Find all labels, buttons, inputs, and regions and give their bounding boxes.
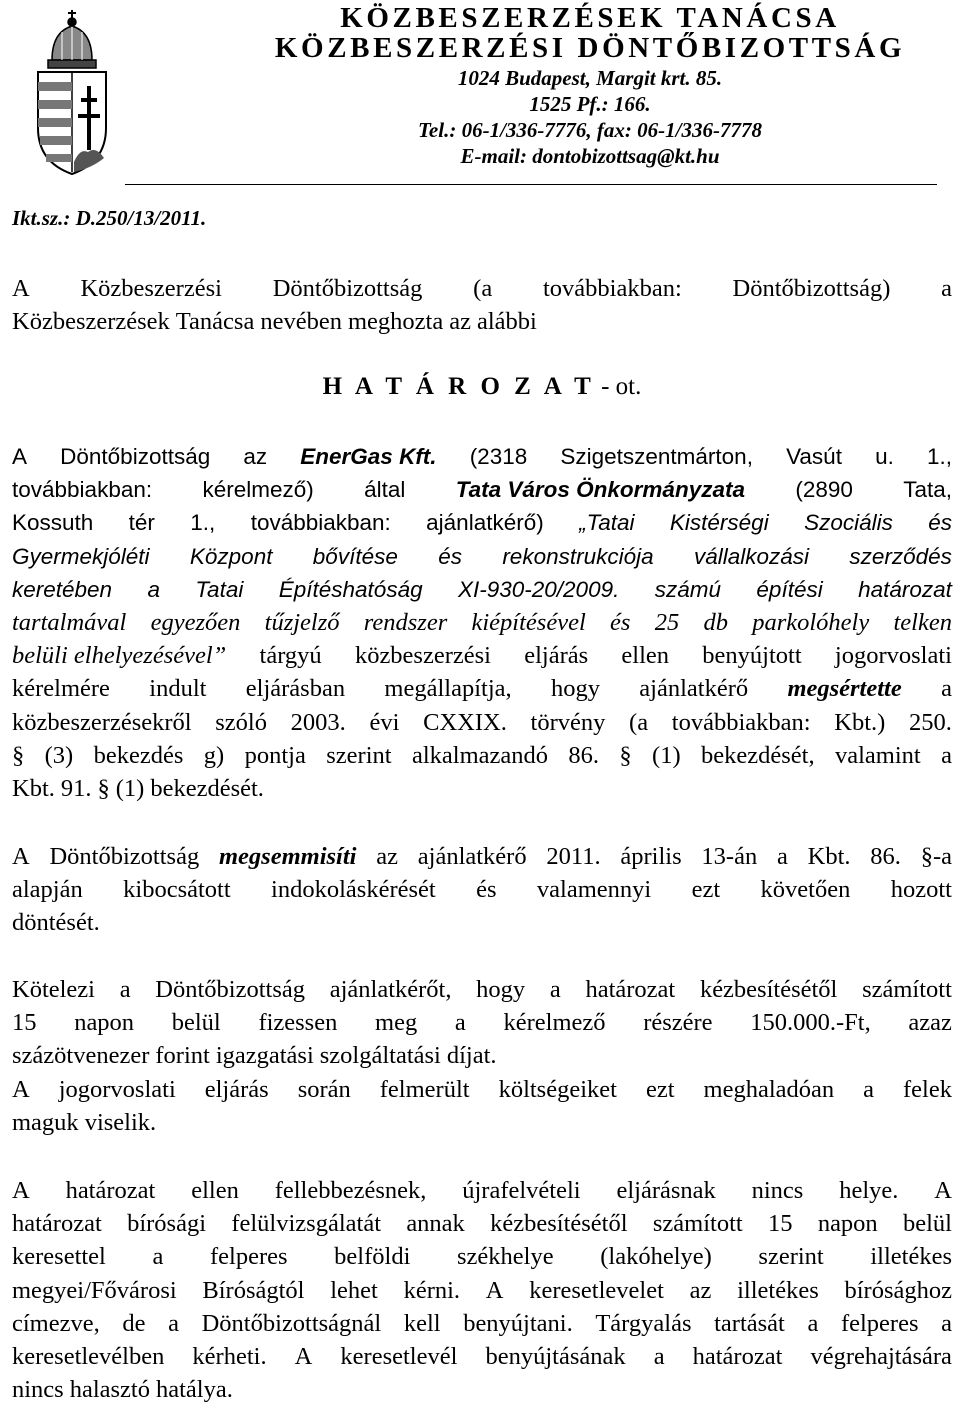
word: meghozta bbox=[347, 308, 444, 336]
word: által bbox=[364, 477, 406, 503]
word: §-a bbox=[920, 843, 952, 870]
word: határozat bbox=[585, 976, 676, 1003]
word: azaz bbox=[908, 1009, 952, 1037]
word: felperes bbox=[840, 1309, 919, 1337]
title-spaced: H A T Á R O Z A T bbox=[322, 373, 595, 400]
word: tartalmával bbox=[12, 608, 127, 636]
word: ajánlatkérőt, bbox=[329, 976, 452, 1003]
word: Tata, bbox=[903, 477, 952, 503]
word: a bbox=[807, 1309, 819, 1337]
intro-paragraph bbox=[12, 272, 952, 338]
word: kérelmező bbox=[503, 1009, 606, 1037]
word: eljárásban bbox=[245, 675, 346, 703]
word: A bbox=[12, 843, 30, 870]
phone-fax: Tel.: 06-1/336-7776, fax: 06-1/336-7778 bbox=[418, 118, 762, 142]
word: közbeszerzési bbox=[354, 642, 491, 670]
word: vállalkozási bbox=[693, 543, 810, 569]
word: továbbiakban: bbox=[671, 708, 811, 736]
word: illetékes bbox=[870, 1243, 952, 1271]
word: Építéshatóság bbox=[278, 576, 423, 602]
word: belül bbox=[903, 1210, 952, 1238]
word: számított bbox=[652, 1210, 743, 1238]
word: során bbox=[297, 1075, 351, 1103]
word: rendszer bbox=[363, 608, 448, 636]
word: újrafelvételi bbox=[462, 1177, 581, 1204]
word: rekonstrukciója bbox=[502, 543, 654, 569]
word: százötvenezer bbox=[12, 1042, 150, 1070]
word: kérni. bbox=[403, 1276, 461, 1304]
word: eljárásnak bbox=[616, 1177, 716, 1204]
word: a bbox=[776, 843, 788, 870]
word: nincs bbox=[751, 1177, 804, 1204]
word: bírósághoz bbox=[844, 1276, 952, 1304]
word: 25 bbox=[654, 608, 680, 636]
word: a bbox=[941, 675, 952, 703]
word: Döntőbizottság bbox=[272, 275, 423, 302]
word: benyújtásának bbox=[485, 1342, 626, 1370]
word: törvény bbox=[530, 708, 606, 736]
word: Közbeszerzések bbox=[12, 308, 170, 336]
word: hogy bbox=[550, 675, 600, 703]
word: Vasút bbox=[786, 444, 842, 469]
word: szerint bbox=[326, 741, 392, 769]
word: határozat bbox=[65, 1177, 156, 1204]
p1-line-9 bbox=[12, 706, 952, 739]
word: megsértette bbox=[787, 675, 902, 703]
word: megsemmisíti bbox=[218, 843, 357, 870]
p1-line-10 bbox=[12, 739, 952, 772]
word: Gyermekjóléti bbox=[12, 543, 150, 569]
word: indokoláskérését bbox=[271, 876, 436, 904]
p4-line-1 bbox=[12, 1174, 952, 1207]
address: 1024 Budapest, Margit krt. 85. bbox=[457, 66, 723, 90]
word: szerződés bbox=[849, 543, 952, 569]
p3-line-4 bbox=[12, 1073, 952, 1106]
header-divider bbox=[125, 184, 937, 185]
p2-line-2 bbox=[12, 873, 952, 906]
p1-line-6 bbox=[12, 606, 952, 639]
word: meghaladóan bbox=[703, 1075, 835, 1103]
word: § bbox=[12, 741, 25, 769]
title-suffix: - ot. bbox=[601, 373, 642, 400]
word: 2011. bbox=[546, 843, 601, 870]
p1-line-8 bbox=[12, 672, 952, 705]
p1-line-4 bbox=[12, 540, 952, 573]
p3-line-2 bbox=[12, 1006, 952, 1039]
word: számított bbox=[862, 976, 952, 1003]
word: parkolóhely bbox=[752, 608, 870, 636]
word: és bbox=[476, 876, 497, 904]
p1-line-1 bbox=[12, 440, 952, 473]
word: címezve, bbox=[12, 1309, 100, 1337]
word: határozat bbox=[858, 576, 952, 602]
word: alapján bbox=[12, 876, 83, 904]
word: g) bbox=[203, 741, 225, 769]
file-number: Ikt.sz.: D.250/13/2011. bbox=[12, 206, 207, 230]
word: Tatai bbox=[195, 576, 244, 602]
word: az bbox=[376, 843, 398, 870]
word: Szigetszentmárton, bbox=[560, 444, 753, 469]
word: az bbox=[689, 1276, 712, 1304]
word: felperes bbox=[210, 1243, 288, 1271]
word: jogorvoslati bbox=[834, 642, 952, 670]
annulment-paragraph bbox=[12, 840, 952, 940]
word: 150.000.-Ft, bbox=[750, 1009, 871, 1037]
word: végrehajtására bbox=[810, 1342, 952, 1370]
word: bővítése bbox=[312, 543, 398, 569]
word: tér bbox=[128, 510, 155, 536]
word: határozat bbox=[12, 1210, 102, 1238]
org-line-1: KÖZBESZERZÉSEK TANÁCSA bbox=[340, 2, 840, 34]
p4-line-5 bbox=[12, 1307, 952, 1340]
word: Bíróságtól bbox=[202, 1276, 305, 1304]
word: kérelmére bbox=[12, 675, 110, 703]
word: bekezdését. bbox=[150, 774, 264, 802]
word: számú bbox=[654, 576, 722, 602]
word: (2318 bbox=[469, 444, 528, 469]
word: kibocsátott bbox=[123, 876, 231, 904]
word: § bbox=[619, 741, 632, 769]
fee-paragraph bbox=[12, 973, 952, 1139]
word: Döntőbizottság) bbox=[732, 275, 891, 302]
word: a bbox=[941, 275, 952, 302]
word: 1., bbox=[190, 510, 216, 536]
word: építési bbox=[756, 576, 823, 602]
p4-line-7 bbox=[12, 1373, 952, 1406]
word: felülvizsgálatát bbox=[231, 1210, 381, 1238]
word: egyezően bbox=[150, 608, 241, 636]
word: a bbox=[549, 976, 561, 1003]
word: (a bbox=[473, 275, 493, 302]
word: 15 bbox=[12, 1009, 37, 1037]
word: döntését. bbox=[12, 909, 100, 937]
word: tűzjelző bbox=[264, 608, 340, 636]
word: viselik. bbox=[84, 1108, 157, 1136]
word: Döntőbizottság bbox=[60, 444, 211, 469]
word: Kossuth bbox=[12, 510, 94, 536]
word: § bbox=[97, 774, 110, 802]
word: 15 bbox=[768, 1210, 793, 1238]
word: a bbox=[941, 1309, 952, 1337]
word: április bbox=[620, 843, 682, 870]
word: belüli elhelyezésével” bbox=[12, 642, 227, 670]
word: a bbox=[941, 741, 952, 769]
word: tartását bbox=[714, 1309, 785, 1337]
word: a bbox=[168, 1309, 179, 1337]
word: 86. bbox=[870, 843, 901, 870]
p4-line-4 bbox=[12, 1274, 952, 1307]
word: indult bbox=[149, 675, 207, 703]
word: felek bbox=[903, 1075, 952, 1103]
word: CXXIX. bbox=[423, 708, 507, 736]
word: megállapítja, bbox=[384, 675, 512, 703]
word: Tanácsa bbox=[175, 308, 255, 336]
word: kézbesítésétől bbox=[490, 1210, 628, 1238]
word: alkalmazandó bbox=[411, 741, 548, 769]
word: db bbox=[703, 608, 728, 636]
p4-line-6 bbox=[12, 1340, 952, 1373]
word: (1) bbox=[652, 741, 681, 769]
email: E-mail: dontobizottsag@kt.hu bbox=[460, 144, 720, 168]
word: kézbesítésétől bbox=[699, 976, 838, 1003]
word: továbbiakban: bbox=[542, 275, 682, 302]
p1-line-2 bbox=[12, 473, 952, 506]
word: Kbt. bbox=[807, 843, 851, 870]
p3-line-5 bbox=[12, 1106, 952, 1139]
word: 86. bbox=[568, 741, 600, 769]
word: annak bbox=[406, 1210, 465, 1238]
word: ajánlatkérő bbox=[417, 843, 527, 870]
word: benyújtott bbox=[702, 642, 802, 670]
word: Döntőbizottság bbox=[49, 843, 200, 870]
word: ajánlatkérő) bbox=[426, 510, 544, 536]
word: A bbox=[12, 275, 30, 302]
word: keresetlevelet bbox=[529, 1276, 664, 1304]
word: helye. bbox=[839, 1177, 899, 1204]
word: belül bbox=[171, 1009, 221, 1037]
word: keresetlevél bbox=[340, 1342, 458, 1370]
word: nevében bbox=[260, 308, 342, 336]
word: A bbox=[12, 444, 28, 469]
word: forint bbox=[155, 1042, 210, 1070]
p3-line-3 bbox=[12, 1039, 952, 1072]
word: bekezdését, bbox=[701, 741, 815, 769]
word: (1) bbox=[115, 774, 145, 802]
word: 91. bbox=[60, 774, 92, 802]
word: A bbox=[12, 1075, 30, 1103]
word: Kbt. bbox=[12, 774, 55, 802]
word: alábbi bbox=[476, 308, 537, 336]
document-title bbox=[12, 373, 952, 401]
p4-line-3 bbox=[12, 1240, 952, 1273]
word: megyei/Fővárosi bbox=[12, 1276, 177, 1304]
word: A bbox=[12, 1177, 30, 1204]
word: a bbox=[454, 1009, 466, 1037]
p1-line-7 bbox=[12, 639, 952, 672]
hungarian-coat-of-arms-icon bbox=[22, 2, 122, 178]
header bbox=[250, 3, 930, 169]
word: keretében bbox=[12, 576, 113, 602]
word: az bbox=[449, 308, 471, 336]
word: (a bbox=[629, 708, 649, 736]
word: Szociális bbox=[804, 510, 893, 536]
word: ezt bbox=[691, 876, 721, 904]
word: és bbox=[928, 510, 952, 536]
intro-line-2 bbox=[12, 305, 952, 338]
word: halasztó bbox=[69, 1376, 150, 1404]
word: bírósági bbox=[127, 1210, 207, 1238]
word: felmerült bbox=[379, 1075, 470, 1103]
word: Döntőbizottságnál bbox=[201, 1309, 382, 1337]
word: Tárgyalás bbox=[595, 1309, 692, 1337]
word: A bbox=[934, 1177, 952, 1204]
word: eljárás bbox=[204, 1075, 269, 1103]
word: a bbox=[863, 1075, 875, 1103]
p2-line-3 bbox=[12, 906, 952, 939]
word: jogorvoslati bbox=[58, 1075, 176, 1103]
party-name: Tata Város Önkormányzata bbox=[455, 477, 745, 503]
word: szerint bbox=[758, 1243, 824, 1271]
word: lehet bbox=[330, 1276, 378, 1304]
word: költségeiket bbox=[498, 1075, 617, 1103]
word: a bbox=[152, 1243, 164, 1271]
word: illetékes bbox=[737, 1276, 819, 1304]
word: kell bbox=[403, 1309, 441, 1337]
p2-line-1 bbox=[12, 840, 952, 873]
word: az bbox=[243, 444, 268, 469]
org-line-2: KÖZBESZERZÉSI DÖNTŐBIZOTTSÁG bbox=[274, 32, 906, 64]
word: 250. bbox=[909, 708, 952, 736]
word: továbbiakban: bbox=[250, 510, 391, 536]
word: napon bbox=[817, 1210, 878, 1238]
word: 1., bbox=[926, 444, 952, 469]
word: telken bbox=[893, 608, 952, 636]
word: ellen bbox=[191, 1177, 239, 1204]
word: Központ bbox=[189, 543, 273, 569]
party-name: EnerGas Kft. bbox=[300, 444, 437, 469]
word: fizessen bbox=[258, 1009, 338, 1037]
word: meg bbox=[375, 1009, 418, 1037]
word: benyújtani. bbox=[463, 1309, 573, 1337]
word: közbeszerzésekről bbox=[12, 708, 192, 736]
word: Döntőbizottság bbox=[155, 976, 305, 1003]
word: határozat bbox=[692, 1342, 783, 1370]
word: kérheti. bbox=[192, 1342, 267, 1370]
word: (lakóhelye) bbox=[600, 1243, 712, 1271]
word: a bbox=[147, 576, 160, 602]
po-box: 1525 Pf.: 166. bbox=[529, 92, 651, 116]
word: részére bbox=[643, 1009, 713, 1037]
word: pontja bbox=[244, 741, 306, 769]
word: Kbt.) bbox=[834, 708, 886, 736]
word: keresetlevélben bbox=[12, 1342, 165, 1370]
p3-line-1 bbox=[12, 973, 952, 1006]
word: székhelye bbox=[457, 1243, 554, 1271]
intro-line-1 bbox=[12, 272, 952, 305]
word: ezt bbox=[645, 1075, 675, 1103]
word: Kistérségi bbox=[669, 510, 769, 536]
word: valamennyi bbox=[536, 876, 652, 904]
word: 13-án bbox=[701, 843, 758, 870]
word: „Tatai bbox=[579, 510, 635, 536]
word: és bbox=[610, 608, 631, 636]
word: belföldi bbox=[334, 1243, 411, 1271]
word: a bbox=[653, 1342, 665, 1370]
word: díjat. bbox=[446, 1042, 497, 1070]
word: hogy bbox=[476, 976, 526, 1003]
word: maguk bbox=[12, 1108, 79, 1136]
p1-line-3 bbox=[12, 506, 952, 539]
word: tárgyú bbox=[259, 642, 322, 670]
word: hatálya. bbox=[156, 1376, 233, 1404]
word: hozott bbox=[890, 876, 952, 904]
word: ajánlatkérő bbox=[639, 675, 749, 703]
word: A bbox=[294, 1342, 313, 1370]
word: ellen bbox=[621, 642, 670, 670]
word: fellebbezésnek, bbox=[274, 1177, 427, 1204]
word: (2890 bbox=[795, 477, 853, 503]
word: u. bbox=[875, 444, 894, 469]
word: szolgáltatási bbox=[319, 1042, 441, 1070]
word: (3) bbox=[44, 741, 74, 769]
ruling-paragraph bbox=[12, 440, 952, 805]
word: évi bbox=[369, 708, 400, 736]
word: valamint bbox=[835, 741, 921, 769]
word: 2003. bbox=[290, 708, 346, 736]
word: követően bbox=[760, 876, 851, 904]
word: bekezdés bbox=[93, 741, 184, 769]
word: igazgatási bbox=[215, 1042, 314, 1070]
word: eljárás bbox=[524, 642, 589, 670]
appeal-paragraph bbox=[12, 1174, 952, 1406]
word: de bbox=[122, 1309, 146, 1337]
word: nincs bbox=[12, 1376, 64, 1404]
word: Közbeszerzési bbox=[80, 275, 222, 302]
word: A bbox=[485, 1276, 504, 1304]
word: a bbox=[119, 976, 131, 1003]
word: továbbiakban: bbox=[12, 477, 153, 503]
word: keresettel bbox=[12, 1243, 106, 1271]
word: kiépítésével bbox=[471, 608, 586, 636]
word: napon bbox=[74, 1009, 135, 1037]
p1-line-11 bbox=[12, 772, 952, 805]
p4-line-2 bbox=[12, 1207, 952, 1240]
word: XI-930-20/2009. bbox=[457, 576, 620, 602]
word: és bbox=[438, 543, 462, 569]
word: Kötelezi bbox=[12, 976, 95, 1003]
word: kérelmező) bbox=[202, 477, 314, 503]
p1-line-5 bbox=[12, 573, 952, 606]
word: szóló bbox=[215, 708, 267, 736]
